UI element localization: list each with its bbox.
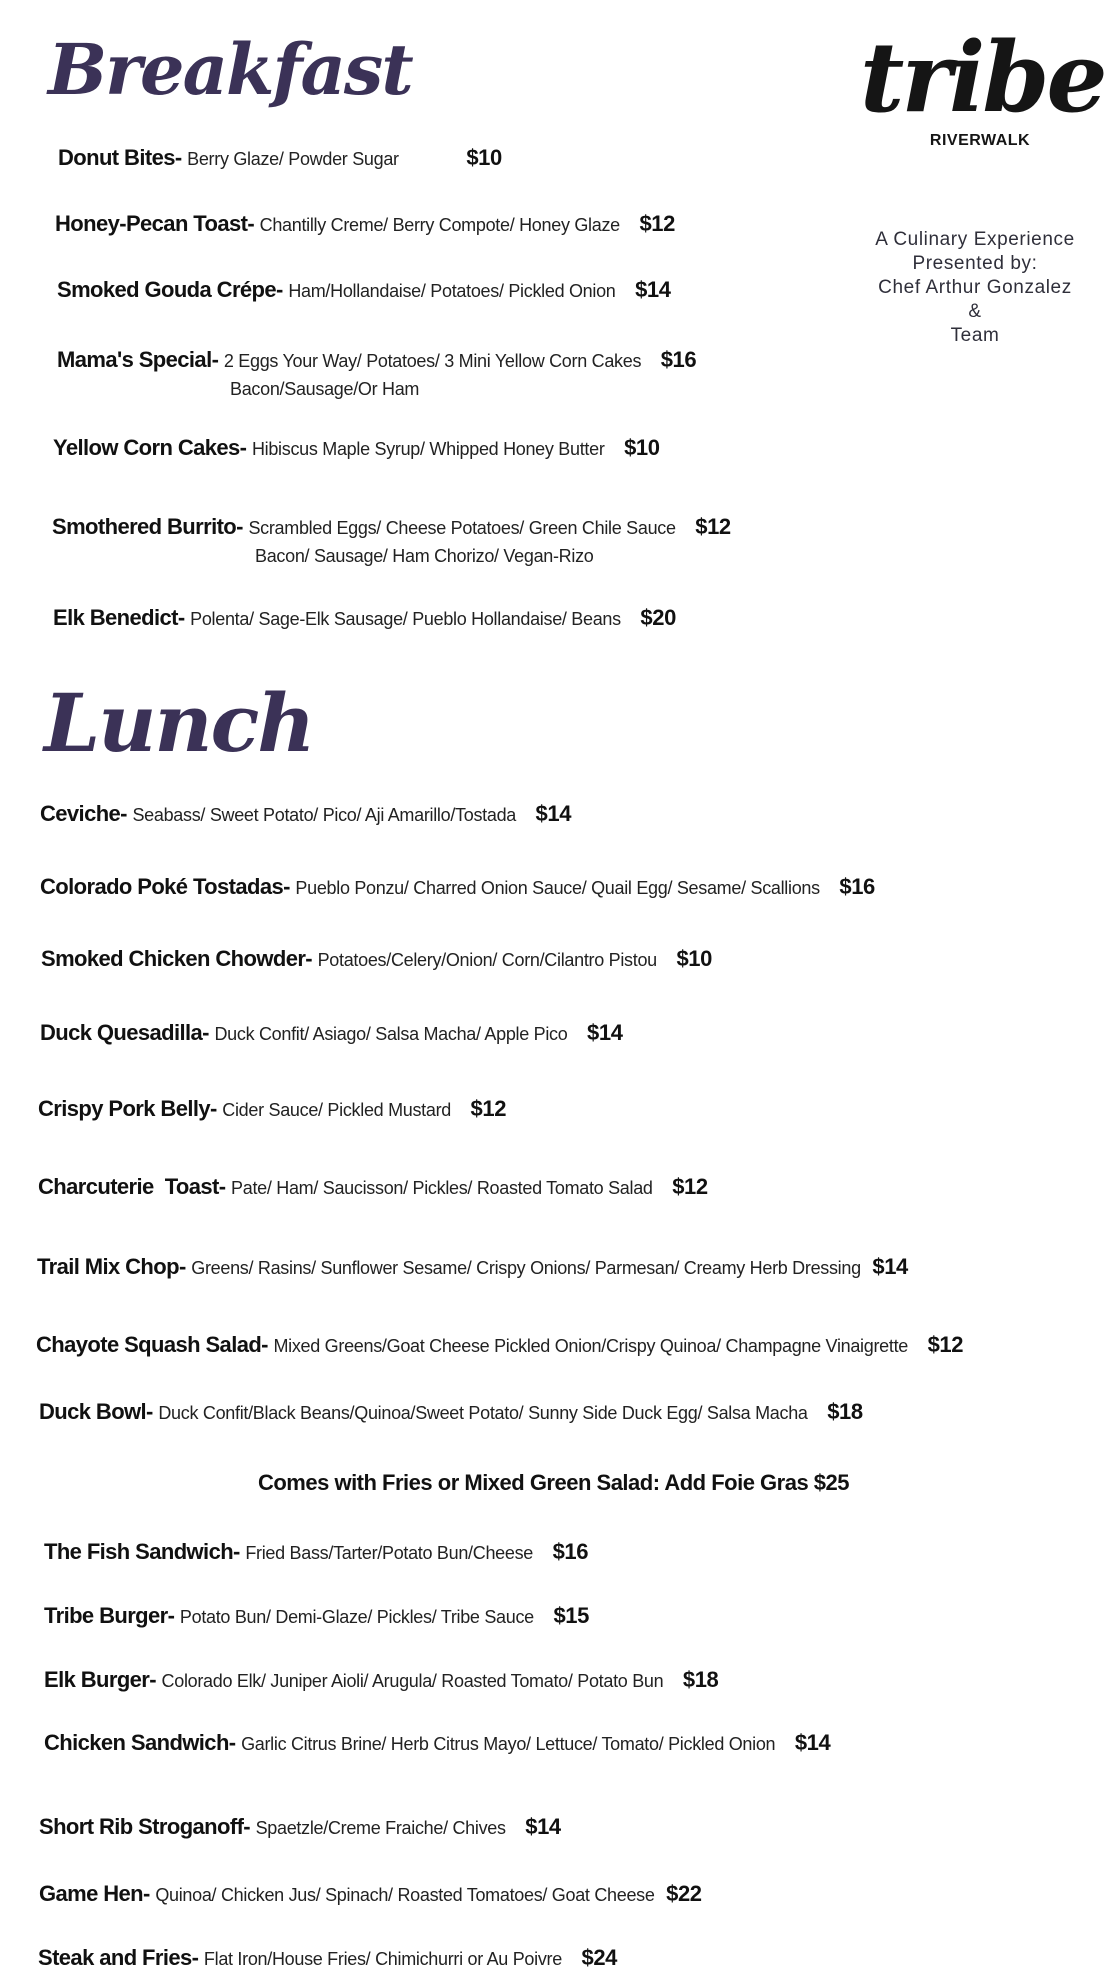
menu-item [57,278,671,303]
item-description: Mixed Greens/Goat Cheese Pickled Onion/Crispy Quinoa/ Champagne Vinaigrette [273,1336,908,1356]
item-price: $10 [676,946,712,971]
item-price: $14 [535,801,572,826]
item-price: $15 [553,1603,589,1628]
menu-item [58,146,502,171]
item-name: Duck Quesadilla- [40,1020,209,1045]
item-price: $18 [682,1667,719,1692]
brand-logo [860,21,1105,150]
menu-item [39,1815,561,1840]
item-description: Potatoes/Celery/Onion/ Corn/Cilantro Pistou [317,950,657,970]
item-price: $12 [470,1096,507,1121]
item-price: $10 [466,145,502,170]
item-description: Pueblo Ponzu/ Charred Onion Sauce/ Quail Egg/ Sesame/ Scallions [295,878,820,898]
item-price: $16 [839,874,875,899]
item-sub-options: Bacon/ Sausage/ Ham Chorizo/ Vegan-Rizo [255,546,594,566]
item-description: Pate/ Ham/ Saucisson/ Pickles/ Roasted Tomato Salad [231,1178,653,1198]
item-price: $16 [660,347,697,372]
item-price: $12 [639,211,675,236]
menu-item [44,1668,718,1693]
item-description: Quinoa/ Chicken Jus/ Spinach/ Roasted Tomatoes/ Goat Cheese [155,1885,655,1905]
tagline-line: Presented by: [912,253,1038,274]
tagline-line: Chef Arthur Gonzalez [878,277,1072,298]
item-name: Crispy Pork Belly- [38,1096,217,1121]
item-description: Potato Bun/ Demi-Glaze/ Pickles/ Tribe Sauce [179,1607,534,1627]
item-price: $12 [695,514,731,539]
menu-item [37,1255,908,1280]
menu-item [44,1731,830,1756]
menu-item [40,1021,623,1046]
item-name: Elk Benedict- [53,605,185,630]
brand-location: RIVERWALK [929,132,1031,149]
menu-item [36,1333,963,1358]
item-price: $18 [827,1399,863,1424]
item-name: Duck Bowl- [39,1399,153,1424]
item-description: Fried Bass/Tarter/Potato Bun/Cheese [245,1543,533,1563]
item-description: Seabass/ Sweet Potato/ Pico/ Aji Amarillo/Tostada [132,805,516,825]
item-name: Colorado Poké Tostadas- [40,874,290,899]
item-price: $24 [581,1945,618,1970]
tagline-line: A Culinary Experience [875,229,1075,250]
item-name: The Fish Sandwich- [44,1539,240,1564]
item-description: Colorado Elk/ Juniper Aioli/ Arugula/ Roasted Tomato/ Potato Bun [161,1671,664,1691]
item-name: Smoked Gouda Crépe- [57,277,283,302]
menu-item [41,947,712,972]
tagline-line: & [968,301,982,322]
item-description: Cider Sauce/ Pickled Mustard [222,1100,451,1120]
item-name: Ceviche- [40,801,127,826]
breakfast-heading: Breakfast [48,28,412,111]
item-name: Chicken Sandwich- [44,1730,236,1755]
menu-item [40,875,875,900]
item-name: Elk Burger- [44,1667,156,1692]
menu-item [53,606,676,631]
item-price: $20 [640,605,676,630]
item-description: Duck Confit/ Asiago/ Salsa Macha/ Apple Pico [214,1024,568,1044]
menu-item [44,1604,589,1629]
item-name: Tribe Burger- [44,1603,175,1628]
item-name: Smoked Chicken Chowder- [41,946,313,971]
menu-item [44,1540,588,1565]
item-description: Polenta/ Sage-Elk Sausage/ Pueblo Hollandaise/ Beans [190,609,621,629]
menu-item [38,1946,617,1971]
menu-item [38,1175,708,1200]
item-description: Garlic Citrus Brine/ Herb Citrus Mayo/ Lettuce/ Tomato/ Pickled Onion [241,1734,776,1754]
item-description: Scrambled Eggs/ Cheese Potatoes/ Green Chile Sauce [248,518,676,538]
item-description: Duck Confit/Black Beans/Quinoa/Sweet Potato/ Sunny Side Duck Egg/ Salsa Macha [158,1403,808,1423]
menu-item [38,1097,506,1122]
menu-item [57,348,696,373]
item-price: $14 [587,1020,623,1045]
item-description: Flat Iron/House Fries/ Chimichurri or Au Poivre [203,1949,562,1969]
item-description: Spaetzle/Creme Fraiche/ Chives [255,1818,506,1838]
item-name: Steak and Fries- [38,1945,199,1970]
item-description: Greens/ Rasins/ Sunflower Sesame/ Crispy Onions/ Parmesan/ Creamy Herb Dressing [191,1258,861,1278]
side-note: Comes with Fries or Mixed Green Salad: Add Foie Gras $25 [257,1470,850,1495]
item-description: Berry Glaze/ Powder Sugar [187,149,399,169]
item-price: $22 [666,1881,702,1906]
tagline [850,228,1100,348]
item-price: $14 [794,1730,831,1755]
brand-name: tribe [860,21,1105,134]
menu-item [53,436,660,461]
menu-item [40,802,571,827]
menu-item [39,1400,863,1425]
item-name: Donut Bites- [58,145,182,170]
item-name: Smothered Burrito- [52,514,243,539]
item-name: Chayote Squash Salad- [36,1332,268,1357]
item-name: Game Hen- [39,1881,150,1906]
item-price: $14 [635,277,671,302]
menu-item [39,1882,702,1907]
item-description: 2 Eggs Your Way/ Potatoes/ 3 Mini Yellow Corn Cakes [223,351,642,371]
item-name: Mama's Special- [57,347,219,372]
menu-item [52,515,731,540]
tagline-line: Team [950,325,1000,346]
item-description: Chantilly Creme/ Berry Compote/ Honey Glaze [259,215,620,235]
lunch-heading: Lunch [44,676,314,770]
item-price: $14 [525,1814,561,1839]
item-name: Honey-Pecan Toast- [55,211,255,236]
item-price: $12 [672,1174,708,1199]
menu-item [55,212,675,237]
item-price: $12 [927,1332,964,1357]
item-price: $14 [872,1254,908,1279]
item-name: Trail Mix Chop- [37,1254,186,1279]
item-description: Hibiscus Maple Syrup/ Whipped Honey Butter [251,439,605,459]
item-sub-options: Bacon/Sausage/Or Ham [230,379,420,399]
item-name: Short Rib Stroganoff- [39,1814,251,1839]
item-name: Yellow Corn Cakes- [53,435,247,460]
item-price: $16 [552,1539,589,1564]
item-description: Ham/Hollandaise/ Potatoes/ Pickled Onion [288,281,616,301]
item-price: $10 [624,435,660,460]
item-name: Charcuterie Toast- [38,1174,226,1199]
